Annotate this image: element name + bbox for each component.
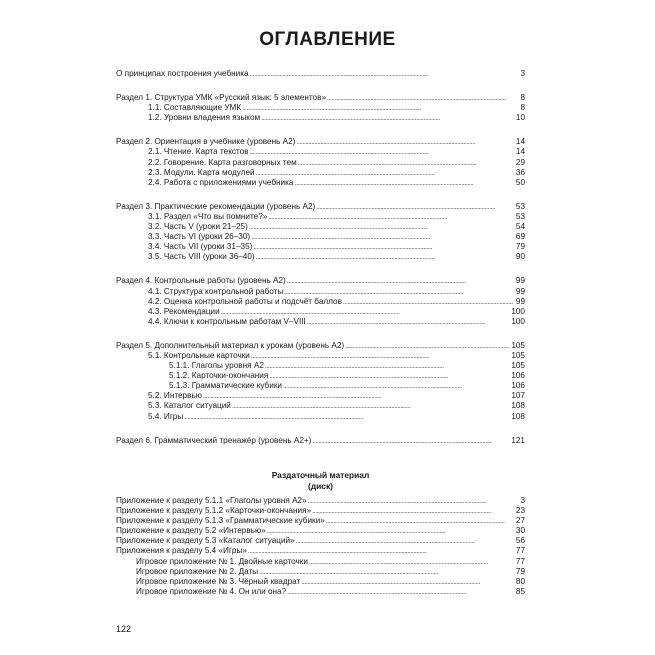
toc-entry-page: 14 <box>515 137 525 147</box>
toc-entry <box>116 391 525 401</box>
toc-entry-page: 99 <box>515 296 525 306</box>
toc-entry <box>116 232 525 242</box>
section-gap <box>116 79 525 93</box>
toc-entry <box>116 371 525 381</box>
toc-entry-title: Игровое приложение № 3. Чёрный квадрат <box>136 576 301 586</box>
toc-entry-page: 90 <box>515 252 525 262</box>
toc-entry <box>116 577 525 587</box>
toc-entry <box>116 297 525 307</box>
section-gap <box>116 422 525 436</box>
toc-entry-title: Раздел 5. Дополнительный материал к урокам (уровень А2) <box>116 340 345 350</box>
dot-leader <box>256 252 513 263</box>
toc-entry-title: 2.4. Работа с приложениями учебника <box>148 177 294 187</box>
toc-entry <box>116 317 525 327</box>
toc-entry-title: Игровое приложение № 1. Двойные карточки <box>136 556 308 566</box>
toc-entry-title: Приложение к разделу 5.1.1 «Глаголы уровня А2» <box>116 496 307 505</box>
toc-entry <box>116 202 525 212</box>
toc-entry <box>116 567 525 577</box>
toc-entry-page: 29 <box>515 157 525 167</box>
toc-entry-page: 100 <box>511 306 525 316</box>
toc-entry <box>116 436 525 446</box>
toc-entry <box>116 307 525 317</box>
toc-entry <box>116 381 525 391</box>
toc-entry-title: Раздел 4. Контрольные работы (уровень А2) <box>116 276 286 286</box>
toc-entry-page: 99 <box>515 286 525 296</box>
toc-entry-page: 3 <box>520 69 525 78</box>
toc-entry <box>116 276 525 286</box>
toc-entry-page: 8 <box>520 93 525 103</box>
toc-entry-title: 3.1. Раздел «Что вы помните?» <box>148 211 268 221</box>
toc-entry <box>116 242 525 252</box>
toc-entry-title: Приложение к разделу 5.1.3 «Грамматические кубики» <box>116 516 325 526</box>
toc-entry-page: 106 <box>511 381 525 391</box>
toc-entry-page: 30 <box>515 526 525 536</box>
dot-leader <box>294 178 513 189</box>
toc-entry <box>116 93 525 103</box>
section-gap <box>116 188 525 202</box>
toc-entry-title: 4.4. Ключи к контрольным работам V–VIII <box>148 316 306 326</box>
toc-entry-page: 121 <box>511 435 525 445</box>
toc-entry-title: Приложение к разделу 5.1.2 «Карточки-окончания» <box>116 506 312 516</box>
toc-entry-page: 23 <box>515 506 525 516</box>
section-gap <box>116 123 525 137</box>
toc-entry-page: 100 <box>511 316 525 326</box>
toc-entry-title: 5.1.1. Глаголы уровня А2 <box>169 361 264 371</box>
toc-entry-title: 1.1. Составляющие УМК <box>148 103 242 113</box>
toc-entry-title: Приложение к разделу 5.3 «Каталог ситуаций» <box>116 536 295 546</box>
dot-leader <box>312 436 509 447</box>
toc-entry-title: Приложение к разделу 5.2 «Интервью» <box>116 526 266 536</box>
toc-entry <box>116 341 525 351</box>
toc-entry-title: 4.3. Рекомендации <box>148 306 220 316</box>
toc-entry-title: 3.4. Часть VII (уроки 31–35) <box>148 242 253 252</box>
toc-entry <box>116 536 525 546</box>
toc-entry-page: 108 <box>511 411 525 421</box>
toc-entry <box>116 178 525 188</box>
toc-entry-title: 4.1. Структура контрольной работы <box>148 286 284 296</box>
section-gap <box>116 262 525 276</box>
toc-entry <box>116 516 525 526</box>
toc-entry-title: Раздел 2. Ориентация в учебнике (уровень А2) <box>116 137 296 147</box>
toc-entry <box>116 222 525 232</box>
dot-leader <box>287 587 513 598</box>
toc-entry-page: 10 <box>515 113 525 123</box>
dot-leader <box>184 412 509 423</box>
toc-entry-page: 105 <box>511 361 525 371</box>
toc-entry <box>116 526 525 536</box>
toc-entry-title: О принципах построения учебника <box>116 69 249 78</box>
toc-entry-title: 5.1.2. Карточки-окончания <box>169 371 269 381</box>
toc-entry-title: 2.1. Чтение. Карта текстов <box>148 147 249 157</box>
section-gap <box>116 327 525 341</box>
toc-entry <box>116 361 525 371</box>
toc-entry-page: 3 <box>520 496 525 505</box>
toc-entry-title: 5.3. Каталог ситуаций <box>148 401 231 411</box>
handout-list <box>116 496 525 597</box>
toc-entry-page: 8 <box>520 103 525 113</box>
dot-leader <box>261 113 513 124</box>
toc-entry-page: 99 <box>515 276 525 286</box>
toc-entry-title: 3.5. Часть VIII (уроки 36–40) <box>148 252 255 262</box>
toc-entry <box>116 351 525 361</box>
page-title: ОГЛАВЛЕНИЕ <box>259 29 396 50</box>
toc-entry-title: 5.4. Игры <box>148 411 184 421</box>
toc-entry-title: Раздел 3. Практические рекомендации (уровень А2) <box>116 201 316 211</box>
toc-entry-page: 106 <box>511 371 525 381</box>
toc-entry <box>116 103 525 113</box>
toc-entry-title: 2.3. Модули. Карта модулей <box>148 167 255 177</box>
table-of-contents <box>116 69 525 446</box>
toc-entry-page: 107 <box>511 391 525 401</box>
toc-entry <box>116 587 525 597</box>
toc-entry-page: 36 <box>515 167 525 177</box>
toc-entry-page: 69 <box>515 232 525 242</box>
toc-entry-title: 4.2. Оценка контрольной работы и подсчёт баллов <box>148 296 342 306</box>
toc-entry-page: 105 <box>511 340 525 350</box>
toc-entry-page: 80 <box>515 576 525 586</box>
handout-heading: Раздаточный материал <box>271 470 370 480</box>
toc-entry <box>116 212 525 222</box>
toc-entry-page: 53 <box>515 201 525 211</box>
toc-entry-title: 3.3. Часть VI (уроки 26–30) <box>148 232 251 242</box>
toc-entry <box>116 137 525 147</box>
toc-entry <box>116 147 525 157</box>
toc-entry-page: 105 <box>511 350 525 360</box>
toc-entry-title: Игровое приложение № 4. Он или она? <box>136 586 287 596</box>
toc-entry-title: Приложения к разделу 5.4 «Игры» <box>116 546 247 556</box>
toc-entry-title: 5.1. Контрольные карточки <box>148 350 250 360</box>
toc-entry-page: 50 <box>515 177 525 187</box>
toc-entry <box>116 546 525 556</box>
toc-entry <box>116 252 525 262</box>
toc-entry <box>116 69 525 79</box>
toc-entry-title: 3.2. Часть V (уроки 21–25) <box>148 222 248 232</box>
handout-heading-block <box>116 470 525 492</box>
toc-entry-title: Раздел 6. Грамматический тренажёр (уровень А2+) <box>116 435 312 445</box>
handout-subheading: (диск) <box>308 481 333 491</box>
toc-entry <box>116 158 525 168</box>
toc-entry-page: 79 <box>515 242 525 252</box>
toc-entry-page: 79 <box>515 566 525 576</box>
page-number: 122 <box>116 624 132 634</box>
toc-entry-title: 5.1.3. Грамматические кубики <box>169 381 282 391</box>
toc-entry-title: 5.2. Интервью <box>148 391 202 401</box>
toc-entry-page: 56 <box>515 536 525 546</box>
dot-leader <box>250 69 513 80</box>
toc-entry <box>116 496 525 506</box>
toc-entry <box>116 401 525 411</box>
toc-entry-page: 108 <box>511 401 525 411</box>
toc-entry-page: 14 <box>515 147 525 157</box>
toc-entry <box>116 287 525 297</box>
toc-entry-page: 27 <box>515 516 525 526</box>
dot-leader <box>307 317 510 328</box>
toc-entry-page: 77 <box>515 556 525 566</box>
toc-entry-title: Игровое приложение № 2. Даты <box>136 566 259 576</box>
toc-entry <box>116 113 525 123</box>
toc-entry <box>116 168 525 178</box>
toc-entry-page: 85 <box>515 586 525 596</box>
toc-entry-page: 54 <box>515 222 525 232</box>
toc-entry-page: 53 <box>515 211 525 221</box>
toc-entry <box>116 557 525 567</box>
toc-entry-title: 1.2. Уровни владения языком <box>148 113 261 123</box>
toc-entry-page: 77 <box>515 546 525 556</box>
toc-entry <box>116 412 525 422</box>
toc-entry <box>116 506 525 516</box>
toc-entry-title: Раздел 1. Структура УМК «Русский язык: 5 элементов» <box>116 93 327 103</box>
toc-entry-title: 2.2. Говорение. Карта разговорных тем <box>148 157 297 167</box>
